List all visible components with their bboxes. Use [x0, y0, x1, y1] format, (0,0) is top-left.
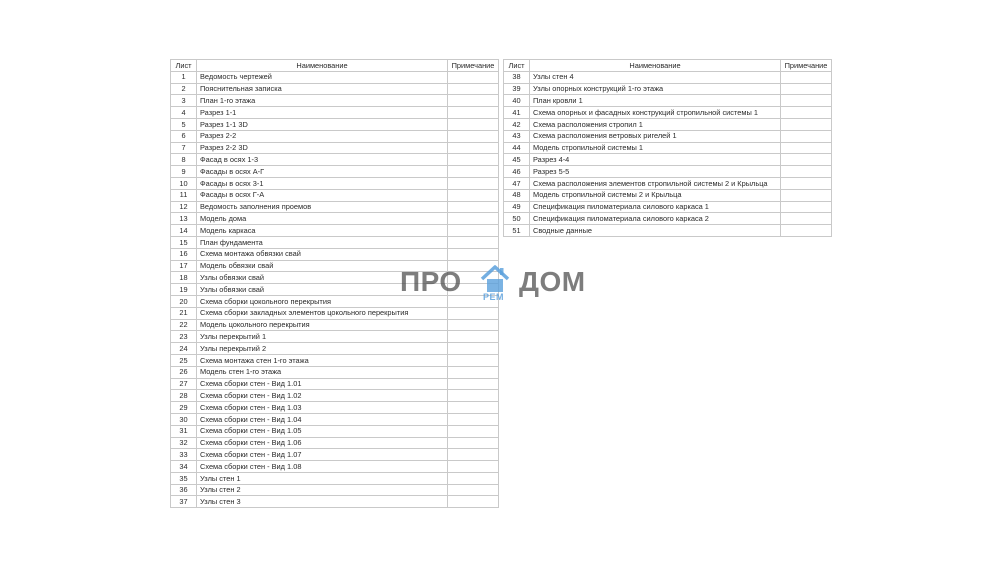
table-row	[171, 95, 499, 107]
sheet-note	[448, 166, 499, 178]
sheet-name: Узлы перекрытий 1	[197, 331, 448, 343]
sheet-number: 7	[171, 142, 197, 154]
sheet-note	[448, 472, 499, 484]
sheet-note	[448, 189, 499, 201]
table-row	[171, 225, 499, 237]
sheet-number: 32	[171, 437, 197, 449]
sheet-number: 47	[504, 177, 530, 189]
table-header-row	[171, 60, 499, 72]
sheet-note	[448, 213, 499, 225]
watermark-text-left: ПРО	[400, 266, 462, 297]
sheet-number: 25	[171, 354, 197, 366]
sheet-number: 23	[171, 331, 197, 343]
watermark-text-right: ДОМ	[519, 266, 586, 297]
sheet-note	[781, 189, 832, 201]
sheet-name: Схема монтажа стен 1-го этажа	[197, 354, 448, 366]
sheet-number: 43	[504, 130, 530, 142]
sheet-number: 11	[171, 189, 197, 201]
sheet-note	[781, 95, 832, 107]
sheet-note	[781, 225, 832, 237]
table-row	[504, 130, 832, 142]
sheet-number: 51	[504, 225, 530, 237]
sheet-name: Схема сборки стен - Вид 1.05	[197, 425, 448, 437]
sheet-name: Схема сборки стен - Вид 1.04	[197, 413, 448, 425]
sheet-name: Узлы обвязки свай	[197, 272, 448, 284]
sheet-name: Разрез 2-2 3D	[197, 142, 448, 154]
sheet-number: 35	[171, 472, 197, 484]
sheet-name: Схема сборки стен - Вид 1.02	[197, 390, 448, 402]
sheet-note	[448, 461, 499, 473]
table-row	[504, 189, 832, 201]
table-row	[171, 307, 499, 319]
table-row	[504, 225, 832, 237]
sheet-number: 50	[504, 213, 530, 225]
sheet-name: Разрез 1-1	[197, 107, 448, 119]
sheet-note	[448, 83, 499, 95]
header-sheet: Лист	[504, 60, 530, 72]
sheet-note	[781, 107, 832, 119]
table-row	[171, 402, 499, 414]
sheet-note	[448, 331, 499, 343]
sheet-name: Схема монтажа обвязки свай	[197, 248, 448, 260]
table-row	[171, 331, 499, 343]
sheet-name: Узлы стен 1	[197, 472, 448, 484]
sheet-note	[448, 201, 499, 213]
table-row	[171, 118, 499, 130]
table-row	[171, 189, 499, 201]
sheet-number: 8	[171, 154, 197, 166]
table-row	[171, 437, 499, 449]
table-row	[504, 83, 832, 95]
table-row	[171, 319, 499, 331]
table-row	[171, 201, 499, 213]
sheet-number: 33	[171, 449, 197, 461]
sheet-name: Фасады в осях А-Г	[197, 166, 448, 178]
table-row	[171, 213, 499, 225]
sheet-name: Узлы стен 3	[197, 496, 448, 508]
sheet-note	[781, 118, 832, 130]
sheet-number: 3	[171, 95, 197, 107]
sheet-note	[448, 154, 499, 166]
table-row	[504, 118, 832, 130]
sheet-name: Модель стропильной системы 1	[530, 142, 781, 154]
sheet-name: Модель стропильной системы 2 и Крыльца	[530, 189, 781, 201]
drawing-list-table-right	[503, 59, 832, 237]
sheet-name: Модель дома	[197, 213, 448, 225]
sheet-note	[448, 319, 499, 331]
sheet-note	[781, 83, 832, 95]
table-row	[171, 378, 499, 390]
sheet-name: Узлы стен 4	[530, 71, 781, 83]
table-row	[171, 83, 499, 95]
sheet-number: 27	[171, 378, 197, 390]
sheet-name: Схема расположения элементов стропильной системы 2 и Крыльца	[530, 177, 781, 189]
table-row	[171, 248, 499, 260]
sheet-note	[448, 225, 499, 237]
sheet-note	[448, 378, 499, 390]
sheet-name: Разрез 1-1 3D	[197, 118, 448, 130]
table-row	[171, 496, 499, 508]
table-row	[171, 449, 499, 461]
sheet-note	[448, 402, 499, 414]
sheet-number: 12	[171, 201, 197, 213]
table-row	[171, 71, 499, 83]
table-row	[171, 343, 499, 355]
table-row	[171, 154, 499, 166]
sheet-note	[781, 71, 832, 83]
sheet-name: Узлы стен 2	[197, 484, 448, 496]
sheet-number: 21	[171, 307, 197, 319]
sheet-name: Спецификация пиломатериала силового каркаса 1	[530, 201, 781, 213]
table-row	[504, 201, 832, 213]
sheet-name: Ведомость заполнения проемов	[197, 201, 448, 213]
sheet-number: 6	[171, 130, 197, 142]
table-row	[504, 154, 832, 166]
sheet-name: План фундамента	[197, 236, 448, 248]
sheet-name: Модель каркаса	[197, 225, 448, 237]
table-row	[171, 236, 499, 248]
sheet-name: Модель стен 1-го этажа	[197, 366, 448, 378]
sheet-number: 34	[171, 461, 197, 473]
table-row	[171, 413, 499, 425]
sheet-note	[781, 154, 832, 166]
sheet-note	[781, 213, 832, 225]
sheet-note	[448, 366, 499, 378]
sheet-number: 36	[171, 484, 197, 496]
sheet-name: Схема сборки стен - Вид 1.01	[197, 378, 448, 390]
sheet-note	[448, 236, 499, 248]
sheet-number: 30	[171, 413, 197, 425]
sheet-number: 42	[504, 118, 530, 130]
sheet-number: 24	[171, 343, 197, 355]
sheet-name: Узлы опорных конструкций 1-го этажа	[530, 83, 781, 95]
sheet-number: 48	[504, 189, 530, 201]
table-row	[171, 366, 499, 378]
sheet-name: Фасад в осях 1-3	[197, 154, 448, 166]
sheet-number: 49	[504, 201, 530, 213]
sheet-note	[781, 201, 832, 213]
table-row	[171, 107, 499, 119]
sheet-note	[781, 177, 832, 189]
sheet-note	[448, 449, 499, 461]
sheet-name: Фасады в осях 3-1	[197, 177, 448, 189]
sheet-note	[448, 425, 499, 437]
sheet-name: Сводные данные	[530, 225, 781, 237]
table-row	[171, 390, 499, 402]
table-row	[504, 71, 832, 83]
sheet-name: Ведомость чертежей	[197, 71, 448, 83]
table-row	[171, 461, 499, 473]
sheet-note	[448, 390, 499, 402]
table-row	[171, 166, 499, 178]
sheet-name: Пояснительная записка	[197, 83, 448, 95]
sheet-name: План 1-го этажа	[197, 95, 448, 107]
sheet-note	[781, 166, 832, 178]
sheet-note	[448, 413, 499, 425]
sheet-number: 15	[171, 236, 197, 248]
table-row	[171, 472, 499, 484]
sheet-name: Схема расположения ветровых ригелей 1	[530, 130, 781, 142]
header-note: Примечание	[448, 60, 499, 72]
sheet-name: Узлы перекрытий 2	[197, 343, 448, 355]
sheet-number: 17	[171, 260, 197, 272]
sheet-note	[448, 118, 499, 130]
sheet-note	[448, 71, 499, 83]
sheet-number: 46	[504, 166, 530, 178]
header-name: Наименование	[530, 60, 781, 72]
sheet-number: 38	[504, 71, 530, 83]
table-row	[504, 107, 832, 119]
sheet-name: Разрез 2-2	[197, 130, 448, 142]
sheet-name: Схема расположения стропил 1	[530, 118, 781, 130]
sheet-number: 16	[171, 248, 197, 260]
sheet-number: 14	[171, 225, 197, 237]
sheet-number: 45	[504, 154, 530, 166]
sheet-name: План кровли 1	[530, 95, 781, 107]
sheet-number: 19	[171, 284, 197, 296]
table-row	[171, 130, 499, 142]
table-row	[171, 142, 499, 154]
sheet-name: Схема опорных и фасадных конструкций стропильной системы 1	[530, 107, 781, 119]
sheet-number: 22	[171, 319, 197, 331]
header-name: Наименование	[197, 60, 448, 72]
sheet-name: Спецификация пиломатериала силового каркаса 2	[530, 213, 781, 225]
sheet-number: 40	[504, 95, 530, 107]
sheet-note	[448, 437, 499, 449]
sheet-number: 41	[504, 107, 530, 119]
sheet-name: Модель обвязки свай	[197, 260, 448, 272]
sheet-name: Разрез 5-5	[530, 166, 781, 178]
sheet-number: 13	[171, 213, 197, 225]
sheet-note	[448, 95, 499, 107]
sheet-number: 28	[171, 390, 197, 402]
sheet-note	[448, 248, 499, 260]
table-row	[504, 166, 832, 178]
sheet-note	[448, 484, 499, 496]
sheet-name: Схема сборки цокольного перекрытия	[197, 295, 448, 307]
sheet-number: 29	[171, 402, 197, 414]
table-row	[171, 484, 499, 496]
sheet-number: 20	[171, 295, 197, 307]
sheet-name: Схема сборки закладных элементов цокольного перекрытия	[197, 307, 448, 319]
sheet-number: 39	[504, 83, 530, 95]
sheet-number: 9	[171, 166, 197, 178]
sheet-note	[448, 354, 499, 366]
sheet-note	[448, 343, 499, 355]
watermark-logo	[400, 264, 600, 304]
sheet-note	[781, 142, 832, 154]
watermark-subtext: РЕМ	[483, 292, 505, 302]
table-row	[504, 177, 832, 189]
table-row	[171, 177, 499, 189]
sheet-number: 26	[171, 366, 197, 378]
sheet-number: 5	[171, 118, 197, 130]
sheet-name: Модель цокольного перекрытия	[197, 319, 448, 331]
table-row	[504, 95, 832, 107]
sheet-note	[448, 307, 499, 319]
sheet-name: Схема сборки стен - Вид 1.03	[197, 402, 448, 414]
sheet-number: 4	[171, 107, 197, 119]
table-row	[171, 425, 499, 437]
sheet-note	[448, 177, 499, 189]
sheet-number: 31	[171, 425, 197, 437]
sheet-note	[448, 130, 499, 142]
sheet-number: 44	[504, 142, 530, 154]
sheet-note	[781, 130, 832, 142]
sheet-note	[448, 496, 499, 508]
sheet-note	[448, 107, 499, 119]
sheet-number: 18	[171, 272, 197, 284]
sheet-number: 10	[171, 177, 197, 189]
table-row	[504, 142, 832, 154]
sheet-name: Схема сборки стен - Вид 1.06	[197, 437, 448, 449]
sheet-number: 2	[171, 83, 197, 95]
sheet-name: Разрез 4-4	[530, 154, 781, 166]
sheet-name: Схема сборки стен - Вид 1.07	[197, 449, 448, 461]
header-note: Примечание	[781, 60, 832, 72]
sheet-name: Фасады в осях Г-А	[197, 189, 448, 201]
table-row	[171, 354, 499, 366]
sheet-name: Узлы обвязки свай	[197, 284, 448, 296]
sheet-number: 37	[171, 496, 197, 508]
table-header-row	[504, 60, 832, 72]
sheet-number: 1	[171, 71, 197, 83]
sheet-note	[448, 142, 499, 154]
table-row	[504, 213, 832, 225]
sheet-name: Схема сборки стен - Вид 1.08	[197, 461, 448, 473]
header-sheet: Лист	[171, 60, 197, 72]
